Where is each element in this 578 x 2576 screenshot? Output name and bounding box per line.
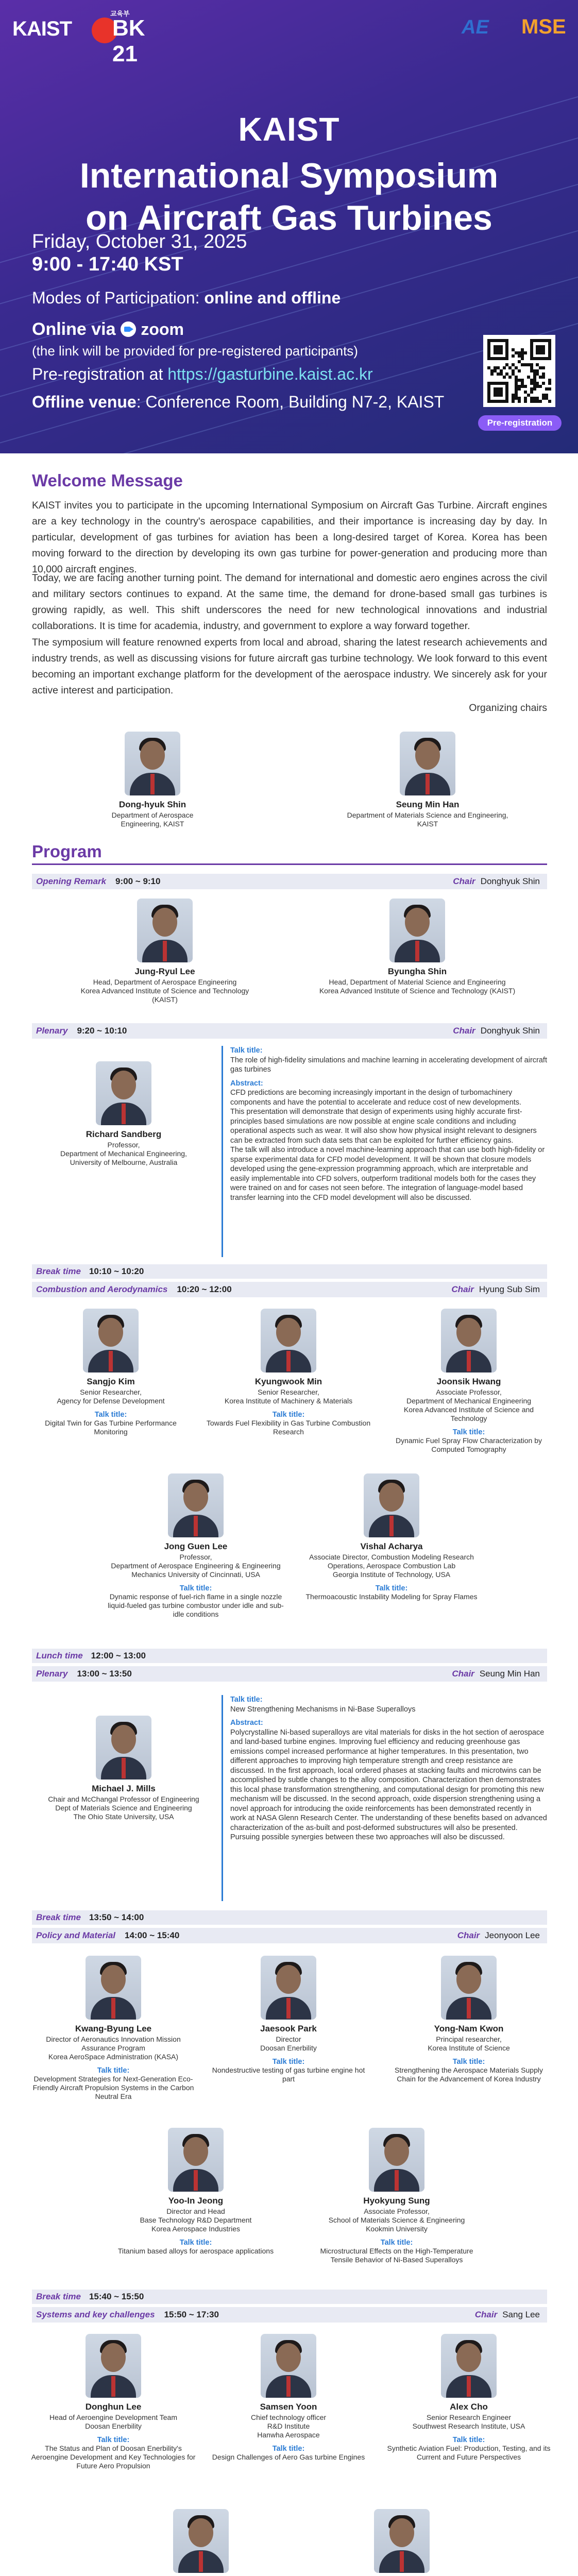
mse-logo: MSE (521, 15, 566, 38)
title-line-2: on Aircraft Gas Turbines (86, 198, 492, 238)
lunch-break: Lunch time 12:00 ~ 13:00 (32, 1649, 547, 1663)
welcome-para-3: The symposium will feature renowned experts from local and abroad, sharing the latest research achievements and industry trends, as well as discussing visions for future aircraft gas turbine technology. We look forward to this event becoming an important exchange platform for the development of the aerospace industry. We sincerely ask for your active interest and participation. (32, 637, 547, 696)
session-policy: Policy and Material 14:00 ~ 15:40 Chair Jeonyoon Lee (32, 1928, 547, 1943)
ae-logo: AE (462, 16, 489, 38)
speaker-photo (261, 1309, 316, 1372)
speaker-photo (261, 1956, 316, 2020)
speaker-card (113, 2509, 288, 2576)
speaker-card: Alex Cho Senior Research Engineer Southwest Research Institute, USA Talk title: Synthetic Aviation Fuel: Production, Testing, and its Current and Future Perspectives (386, 2334, 551, 2462)
session-systems: Systems and key challenges 15:50 ~ 17:30 Chair Sang Lee (32, 2307, 547, 2323)
title-line-1: International Symposium (79, 156, 499, 195)
speaker-photo (96, 1716, 151, 1780)
speaker-card: Kwang-Byung Lee Director of Aeronautics Innovation Mission Assurance Program Korea AeroSpace Administration (KASA) Talk title: Development Strategies for Next-Generation Eco-Friendly Aircraft Propulsion Systems in the Carbon Neutral Era (31, 1956, 196, 2101)
session-combustion: Combustion and Aerodynamics 10:20 ~ 12:00 Chair Hyung Sub Sim (32, 1282, 547, 1297)
welcome-heading: Welcome Message (32, 471, 183, 490)
speaker-card: Byungha Shin Head, Department of Material Science and Engineering Korea Advanced Institute of Science and Technology (KAIST) (314, 899, 520, 995)
speaker-photo (374, 2509, 430, 2573)
prereg-link[interactable]: https://gasturbine.kaist.ac.kr (167, 365, 373, 383)
speaker-photo (86, 1956, 141, 2020)
welcome-para-2: Today, we are facing another turning point. The demand for international and domestic aero engines across the civil and military sectors continues to expand. At the same time, the demand for drone-based small gas turbines is growing rapidly, as well. This shift underscores the need for new technological innovations and industrial collaborations. It is time for academia, industry, and government to explore a way forward together. (32, 572, 547, 632)
speaker-photo (96, 1061, 151, 1125)
speaker-card: Richard Sandberg Professor, Department of Mechanical Engineering, University of Melbourne, Australia (46, 1061, 201, 1167)
plenary-1-abstract-box: Talk title: The role of high-fidelity simulations and machine learning in accelerating development of aircraft gas turbines Abstract: CFD predictions are becoming increasingly important in the design of turbomachinery components and have the potential to accelerate and reduce cost of new developments. This presentation will demonstrate that design of experiments using highly accurate first-principles based simulations are now possible at engine scale conditions and including operational aspects such as wear. It will also show how physical insight relevant to designers can be extracted from such data sets that can be exploited for further efficiency gains. The talk will also introduce a novel machine-learning approach that can use both high-fidelity or sparse experimental data for CFD model development. It will be shown that closure models developed using the gene-expression programming approach, which are interpretable and easily implementable into CFD solvers, outperform traditional models both for the cases they were trained on and for cases not seen before. The integration of language-model based transfer learning into the CFD model development will also be discussed. (222, 1046, 547, 1257)
chair-card: Dong-hyuk Shin Department of Aerospace Engineering, KAIST (91, 732, 214, 828)
speaker-card: Yoo-In Jeong Director and Head Base Technology R&D Department Korea Aerospace Industries Talk title: Titanium based alloys for aerospace applications (113, 2128, 278, 2256)
speaker-photo (441, 1956, 497, 2020)
prereg-line: Pre-registration at https://gasturbine.kaist.ac.kr (32, 365, 373, 383)
speaker-photo (441, 1309, 497, 1372)
session-opening: Opening Remark 9:00 ~ 9:10 Chair Donghyuk Shin (32, 874, 547, 889)
speaker-card: Hyokyung Sung Associate Professor, School of Materials Science & Engineering Kookmin University Talk title: Microstructural Effects on the High-Temperature Tensile Behavior of Ni-Based Superalloys (309, 2128, 484, 2264)
program-divider (32, 863, 547, 865)
online-line: Online via zoom (32, 319, 184, 339)
organizing-chairs-sign: Organizing chairs (469, 702, 547, 714)
speaker-card: Michael J. Mills Chair and McChangal Professor of Engineering Dept of Materials Science and Engineering The Ohio State University, USA (46, 1716, 201, 1821)
speaker-card: Jong Guen Lee Professor, Department of Aerospace Engineering & Engineering Mechanics University of Cincinnati, USA Talk title: Dynamic response of fuel-rich flame in a single nozzle liquid-fueled gas turbine combustor under idle and sub-idle conditions (103, 1473, 288, 1619)
speaker-photo (389, 899, 445, 962)
session-plenary-1: Plenary 9:20 ~ 10:10 Chair Donghyuk Shin (32, 1023, 547, 1039)
speaker-photo (441, 2334, 497, 2398)
zoom-icon (121, 321, 136, 337)
chair-photo (400, 732, 455, 795)
speaker-photo (369, 2128, 424, 2192)
speaker-photo (137, 899, 193, 962)
event-date: Friday, October 31, 2025 (32, 231, 247, 252)
speaker-card: Donghun Lee Head of Aeroengine Development Team Doosan Enerbility Talk title: The Status and Plan of Doosan Enerbility's Aeroengine Development and Key Technologies for Future Aero Propulsion (31, 2334, 196, 2470)
speaker-photo (364, 1473, 419, 1537)
speaker-photo (261, 2334, 316, 2398)
modes-line: Modes of Participation: online and offline (32, 289, 341, 307)
break-2: Break time 13:50 ~ 14:00 (32, 1910, 547, 1925)
chair-photo (125, 732, 180, 795)
speaker-card: Yong-Nam Kwon Principal researcher, Korea Institute of Science Talk title: Strengthening the Aerospace Materials Supply Chain for the Advancement of Korea Industry (386, 1956, 551, 2083)
break-3: Break time 15:40 ~ 15:50 (32, 2290, 547, 2304)
break-1: Break time 10:10 ~ 10:20 (32, 1264, 547, 1279)
venue-line: Offline venue: Conference Room, Building N7-2, KAIST (32, 393, 445, 411)
chair-card: Seung Min Han Department of Materials Science and Engineering, KAIST (345, 732, 510, 828)
speaker-photo (168, 2128, 224, 2192)
speaker-card: Sangjo Kim Senior Researcher, Agency for Defense Development Talk title: Digital Twin for Gas Turbine Performance Monitoring (31, 1309, 191, 1436)
welcome-para-1: KAIST invites you to participate in the upcoming International Symposium on Aircraft Gas Turbine. Aircraft engines are a key technology in the country's aerospace capabilities, and their importance is increasing day by day. In particular, development of gas turbines for aviation has been a long-desired target of Korea. Korea has been moving forward to the direction by developing its own gas turbine for power-generation and producing more than 10,000 aircraft engines. (32, 500, 547, 575)
speaker-card: Vishal Acharya Associate Director, Combustion Modeling Research Operations, Aerospace Combustion Lab Georgia Institute of Technology, USA Talk title: Thermoacoustic Instability Modeling for Spray Flames (299, 1473, 484, 1601)
speaker-photo (173, 2509, 229, 2573)
speaker-photo (83, 1309, 139, 1372)
speaker-photo (86, 2334, 141, 2398)
qr-code[interactable] (483, 335, 555, 407)
prereg-small-button[interactable]: Pre-registration (478, 415, 562, 431)
speaker-card: Jaesook Park Director Doosan Enerbility Talk title: Nondestructive testing of gas turbine engine hot part (211, 1956, 366, 2083)
program-heading: Program (32, 842, 102, 861)
speaker-card: Joonsik Hwang Associate Professor, Department of Mechanical Engineering Korea Advanced Institute of Science and Technology Talk title: Dynamic Fuel Spray Flow Characterization by Computed Tomography (386, 1309, 551, 1454)
speaker-card: Jung-Ryul Lee Head, Department of Aerospace Engineering Korea Advanced Institute of Science and Technology (KAIST) (72, 899, 258, 1004)
link-note: (the link will be provided for pre-registered participants) (32, 343, 358, 359)
kaist-logo: KAIST (12, 18, 72, 40)
session-plenary-2: Plenary 13:00 ~ 13:50 Chair Seung Min Han (32, 1666, 547, 1682)
event-time: 9:00 - 17:40 KST (32, 253, 183, 275)
speaker-card: Kyungwook Min Senior Researcher, Korea Institute of Machinery & Materials Talk title: Towards Fuel Flexibility in Gas Turbine Combustion Research (206, 1309, 371, 1436)
speaker-card: Samsen Yoon Chief technology officer R&D Institute Hanwha Aerospace Talk title: Design Challenges of Aero Gas turbine Engines (211, 2334, 366, 2462)
bk21-logo: 교육부 BK 21 (92, 8, 176, 54)
title-kaist: KAIST (238, 111, 340, 148)
plenary-2-abstract-box: Talk title: New Strengthening Mechanisms in Ni-Base Superalloys Abstract: Polycrystalline Ni-based superalloys are vital materials for disks in the hot section of aerospace and land-based turbine engines. Improving fuel efficiency and reducing greenhouse gas emissions compel increased performance at higher temperatures. In this presentation, two different approaches to improving high temperature strength and creep resistance are discussed. In the first approach, local ordered phases at stacking faults and microtwins can be accomplished by subtle changes to the alloy composition. Characterization then demonstrates this local phase transformation strengthening, and computational design for promoting this new mechanism will be discussed. In the second approach, oxide dispersion strengthening using a novel approach for introducing the oxide reinforcements has been demonstrated recently in work at NASA Glenn Research Center. The understanding of these benefits based on advanced characterization of the as-built and post-deformed substructures will also be presented. Pursuing possible synergies between these two approaches will also be discussed. (222, 1695, 547, 1901)
speaker-photo (168, 1473, 224, 1537)
speaker-card (309, 2509, 495, 2576)
header-banner (0, 0, 578, 453)
